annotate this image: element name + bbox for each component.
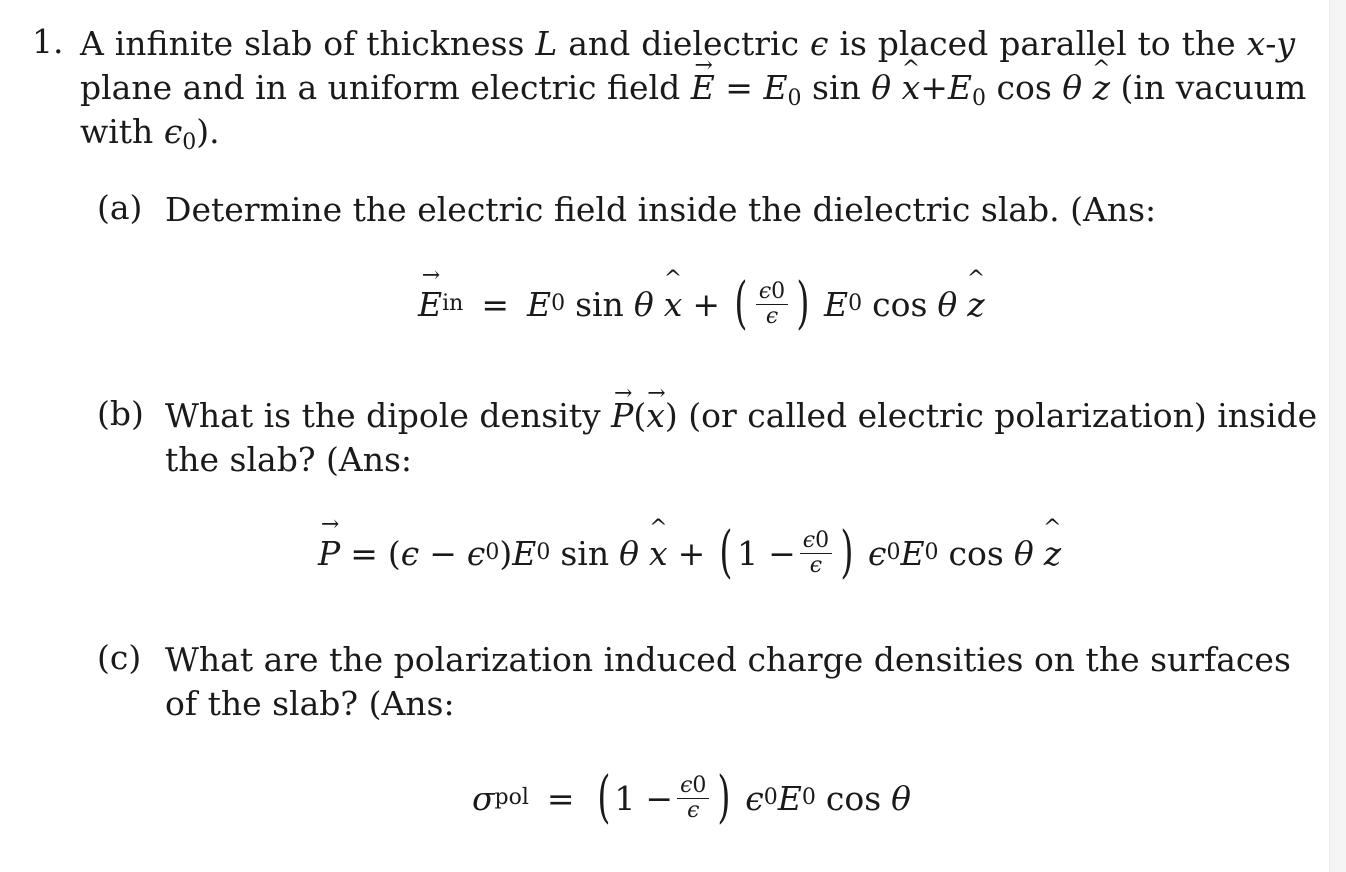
problem-number: 1. xyxy=(32,22,64,61)
fraction-eps0-over-eps: $\frac{\epsilon 0}{\epsilon}$ xyxy=(800,529,832,578)
part-c-answer-equation: σ pol = ( 1 − $\frac{\epsilon 0}{\epsilon}$ ) ϵ 0 E 0 cos θ xyxy=(472,765,912,830)
part-a-label: (a) xyxy=(97,188,143,227)
fraction-eps0-over-eps: $\frac{\epsilon 0}{\epsilon}$ xyxy=(756,280,788,329)
problem-stem-line-1: A infinite slab of thickness L and dielectric ϵ is placed parallel to the x-y xyxy=(80,24,1295,63)
part-c-line-2: of the slab? (Ans: xyxy=(165,684,455,723)
problem-statement xyxy=(80,22,1307,155)
scrollbar[interactable] xyxy=(1329,0,1346,872)
part-b-question xyxy=(165,394,1318,482)
part-b-answer-equation: P → = ( ϵ − ϵ 0 ) E 0 sin θ x ^ + ( 1 − $\frac{\epsilon 0}{\epsilon}$ ) ϵ 0 E 0 cos θ z ^ xyxy=(318,525,1061,581)
part-b-label: (b) xyxy=(97,394,144,433)
part-c-question xyxy=(165,638,1290,726)
part-a-line-1: Determine the electric field inside the dielectric slab. (Ans: xyxy=(165,190,1157,229)
fraction-eps0-over-eps: $\frac{\epsilon 0}{\epsilon}$ xyxy=(677,774,709,823)
part-c-line-1: What are the polarization induced charge densities on the surfaces xyxy=(165,640,1291,679)
part-b-line-2: the slab? (Ans: xyxy=(165,440,413,479)
part-a-answer-equation: E → in = E 0 sin θ x ^ + ( $\frac{\epsilon 0}{\epsilon}$ ) E 0 cos θ z ^ xyxy=(418,276,985,332)
problem-stem-line-3: with $\epsilon_0$). xyxy=(80,112,220,155)
problem-stem-line-2: plane and in a uniform electric field E → = $E_0$ sin θ x $\^{}+E_0$ cos θ z ^ (in vacuum xyxy=(80,66,1295,110)
part-a-question xyxy=(165,188,1290,232)
part-b-line-1: What is the dipole density P →(x →) (or called electric polarization) inside xyxy=(165,394,1290,438)
part-c-label: (c) xyxy=(97,638,142,677)
